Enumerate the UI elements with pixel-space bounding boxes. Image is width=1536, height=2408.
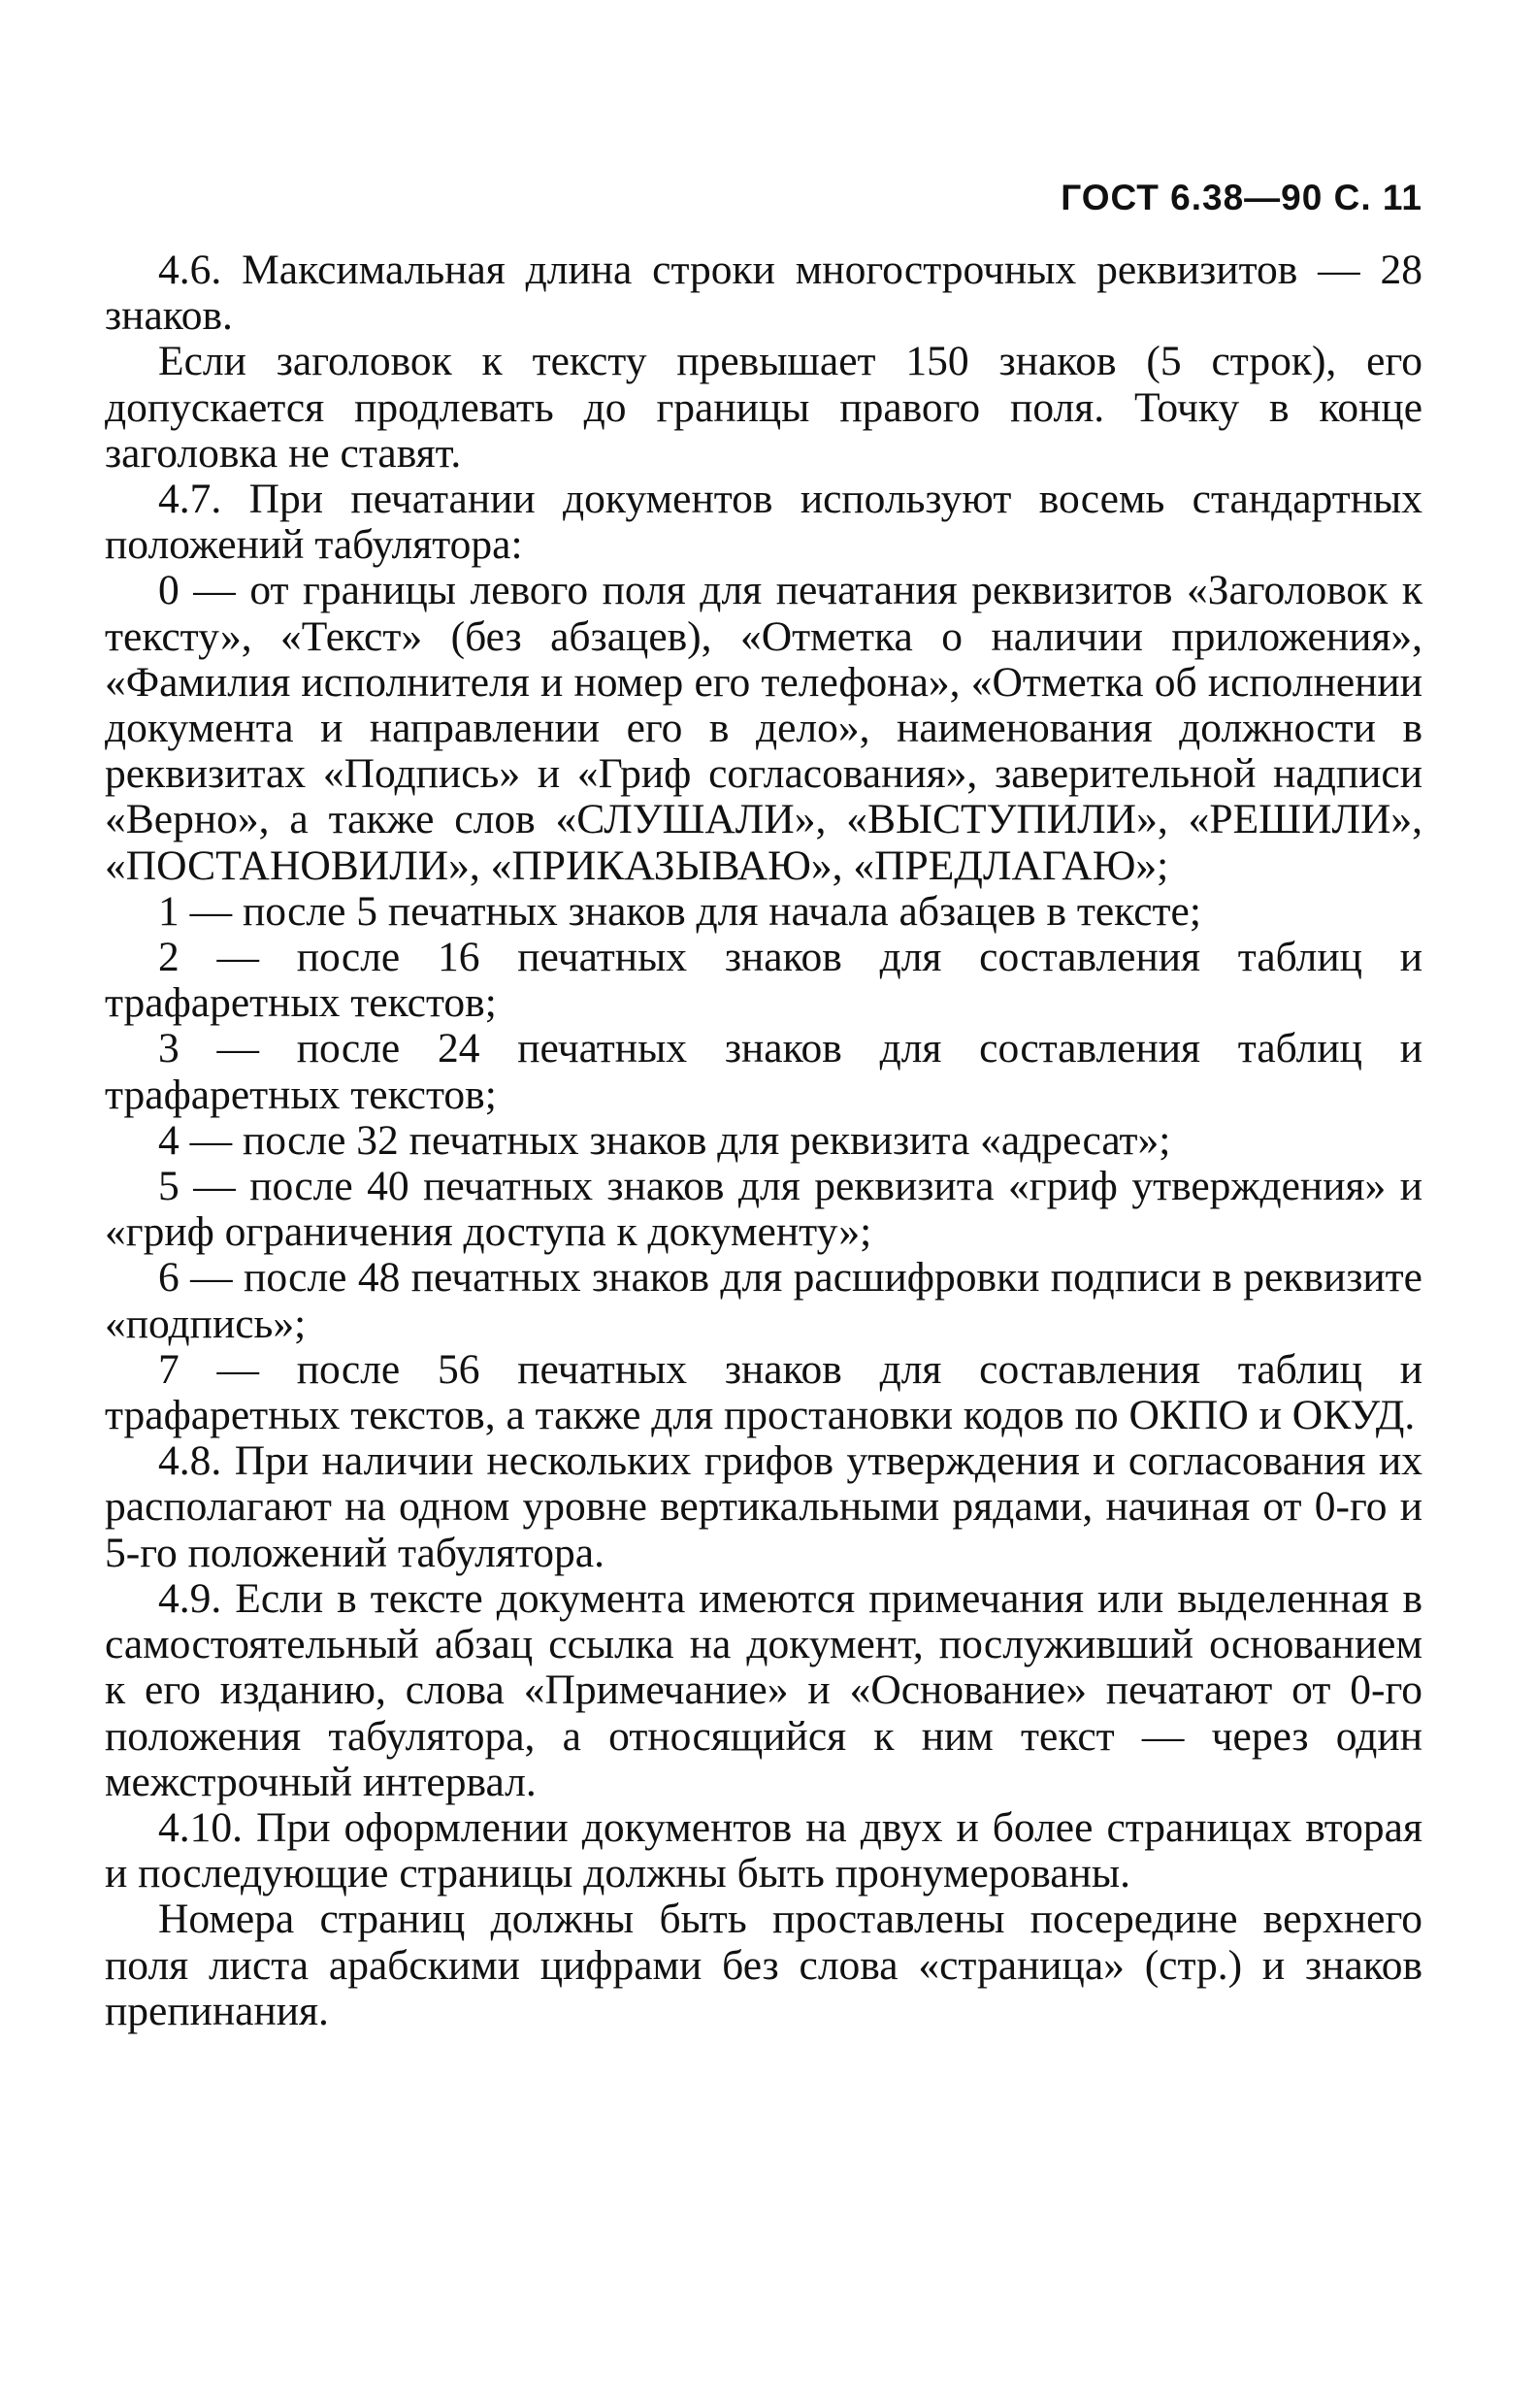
paragraph-4-9: 4.9. Если в тексте документа имеются примечания или выделенная в самостоятельный абзац ссылка на документ, послуживший основанием к его изданию, слова «Примечание» и «Основание» печатают от 0-го положения табулятора, а относящийся к ним текст — через один межстрочный интервал. <box>105 1574 1422 1805</box>
paragraph-4-8: 4.8. При наличии нескольких грифов утверждения и согласования их располагают на одном уровне вертикальными рядами, начиная от 0-го и 5-го положений табулятора. <box>105 1437 1422 1576</box>
tab-position-7: 7 — после 56 печатных знаков для составления таблиц и трафаретных текстов, а также для простановки кодов по ОКПО и ОКУД. <box>105 1345 1422 1439</box>
tab-position-6: 6 — после 48 печатных знаков для расшифровки подписи в реквизите «подпись»; <box>105 1254 1422 1347</box>
paragraph-page-numbering: Номера страниц должны быть проставлены посередине верхнего поля листа арабскими цифрами без слова «страница» (стр.) и знаков препинания. <box>105 1896 1422 2034</box>
paragraph-4-10: 4.10. При оформлении документов на двух и более страницах вторая и последующие страницы должны быть пронумерованы. <box>105 1803 1422 1897</box>
tab-position-4: 4 — после 32 печатных знаков для реквизита «адресат»; <box>158 1116 1171 1164</box>
paragraph-4-7: 4.7. При печатании документов используют восемь стандартных положений табулятора: <box>105 476 1422 569</box>
tab-position-0: 0 — от границы левого поля для печатания реквизитов «Заголовок к тексту», «Текст» (без абзацев), «Отметка о наличии приложения», «Фамилия исполнителя и номер его телефона», «Отметка об исполнении документа и направлении его в дело», наименования должности в реквизитах «Подпись» и «Гриф согласования», заверительной надписи «Верно», а также слов «СЛУШАЛИ», «ВЫСТУПИЛИ», «РЕШИЛИ», «ПОСТАНОВИЛИ», «ПРИКАЗЫВАЮ», «ПРЕДЛАГАЮ»; <box>105 567 1422 889</box>
paragraph-heading-length: Если заголовок к тексту превышает 150 знаков (5 строк), его допускается продлевать до границы правого поля. Точку в конце заголовка не ставят. <box>105 338 1422 477</box>
tab-position-3: 3 — после 24 печатных знаков для составления таблиц и трафаретных текстов; <box>105 1025 1422 1118</box>
tab-position-2: 2 — после 16 печатных знаков для составления таблиц и трафаретных текстов; <box>105 934 1422 1027</box>
tab-position-1: 1 — после 5 печатных знаков для начала абзацев в тексте; <box>158 887 1201 935</box>
paragraph-4-6: 4.6. Максимальная длина строки многострочных реквизитов — 28 знаков. <box>105 247 1422 340</box>
document-body <box>105 247 1422 2034</box>
running-header: ГОСТ 6.38—90 С. 11 <box>1061 178 1422 217</box>
tab-position-5: 5 — после 40 печатных знаков для реквизита «гриф утверждения» и «гриф ограничения доступа к документу»; <box>105 1163 1422 1256</box>
